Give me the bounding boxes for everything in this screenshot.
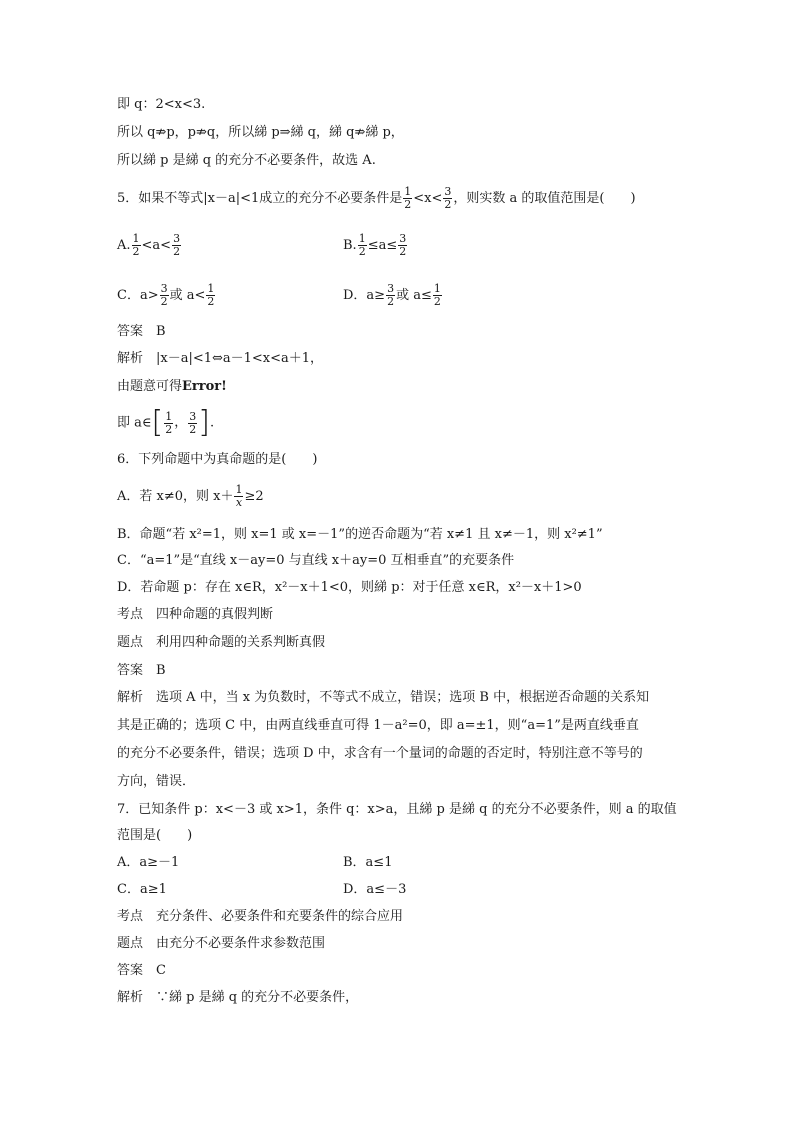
analysis: 解析 |x－a|<1⇔a－1<x<a＋1， <box>117 351 324 366</box>
option-a: A. $\frac{1}{2}$ <a< $\frac{3}{2}$ <box>117 232 181 258</box>
analysis: 解析 ∵綈 p 是綈 q 的充分不必要条件， <box>117 990 359 1005</box>
option-d: D．若命题 p：存在 x∈R，x²－x＋1<0，则綈 p：对于任意 x∈R，x²－x＋1>0 <box>117 580 582 595</box>
fraction: $\frac{1}{2}$ <box>132 232 140 258</box>
analysis: 的充分不必要条件，错误；选项 D 中，求含有一个量词的命题的否定时，特别注意不等号的 <box>117 746 643 761</box>
option-b: B. $\frac{1}{2}$ ≤a≤ $\frac{3}{2}$ <box>343 232 407 258</box>
fraction: $\frac{1}{2}$ <box>404 185 412 211</box>
kaodian: 考点 充分条件、必要条件和充要条件的综合应用 <box>117 909 404 924</box>
fraction: $\frac{3}{2}$ <box>399 232 407 258</box>
question-7-stem: 7．已知条件 p：x<－3 或 x>1，条件 q：x>a，且綈 p 是綈 q 的充分不必要条件，则 a 的取值 <box>117 802 677 817</box>
fraction: $\frac{3}{2}$ <box>173 232 181 258</box>
option-b: B．命题“若 x²=1，则 x=1 或 x=－1”的逆否命题为“若 x≠1 且 x≠－1，则 x²≠1” <box>117 527 603 542</box>
error-text: Error! <box>182 379 227 394</box>
question-6-stem: 6．下列命题中为真命题的是( ) <box>117 452 318 467</box>
fraction: $\frac{1}{2}$ <box>207 282 215 308</box>
text-line: 所以綈 p 是綈 q 的充分不必要条件，故选 A. <box>117 153 376 168</box>
text-line: 即 a∈ [ $\frac{1}{2}$ ， $\frac{3}{2}$ ] . <box>117 405 215 440</box>
text-line: 所以 q⇏p，p⇏q，所以綈 p⇒綈 q，綈 q⇏綈 p， <box>117 125 404 140</box>
option-a: A．a≥－1 <box>117 855 180 870</box>
answer: 答案 C <box>117 963 166 978</box>
fraction: $\frac{3}{2}$ <box>387 282 395 308</box>
question-5-stem: 5．如果不等式|x－a|<1成立的充分不必要条件是 $\frac{1}{2}$ <x< $\frac{3}{2}$ ，则实数 a 的取值范围是( ) <box>117 185 636 211</box>
option-c: C．“a=1”是“直线 x－ay=0 与直线 x＋ay=0 互相垂直”的充要条件 <box>117 553 515 568</box>
fraction: $\frac{3}{2}$ <box>444 185 452 211</box>
fraction: $\frac{3}{2}$ <box>160 282 168 308</box>
analysis: 解析 选项 A 中，当 x 为负数时，不等式不成立，错误；选项 B 中，根据逆否命题的关系知 <box>117 690 650 705</box>
answer: 答案 B <box>117 324 166 339</box>
fraction: $\frac{1}{2}$ <box>433 282 441 308</box>
fraction: $\frac{1}{2}$ <box>358 232 366 258</box>
fraction: $\frac{1}{x}$ <box>235 483 243 509</box>
option-c: C．a≥1 <box>117 882 167 897</box>
question-7-stem: 范围是( ) <box>117 828 193 843</box>
text-line: 即 q：2<x<3. <box>117 97 206 112</box>
answer: 答案 B <box>117 663 166 678</box>
option-d: D．a≥ $\frac{3}{2}$ 或 a≤ $\frac{1}{2}$ <box>343 282 441 308</box>
tidian: 题点 利用四种命题的关系判断真假 <box>117 635 326 650</box>
tidian: 题点 由充分不必要条件求参数范围 <box>117 936 326 951</box>
option-b: B．a≤1 <box>343 855 393 870</box>
kaodian: 考点 四种命题的真假判断 <box>117 607 274 622</box>
analysis: 方向，错误． <box>117 774 196 789</box>
option-a: A．若 x≠0，则 x＋ $\frac{1}{x}$ ≥2 <box>117 483 264 509</box>
option-c: C．a> $\frac{3}{2}$ 或 a< $\frac{1}{2}$ <box>117 282 215 308</box>
analysis: 其是正确的；选项 C 中，由两直线垂直可得 1－a²=0，即 a=±1，则“a=1”是两直线垂直 <box>117 718 639 733</box>
text-line: 由题意可得Error! <box>117 379 227 394</box>
interval: [ $\frac{1}{2}$ ， $\frac{3}{2}$ ] <box>151 405 210 440</box>
option-d: D．a≤－3 <box>343 882 407 897</box>
